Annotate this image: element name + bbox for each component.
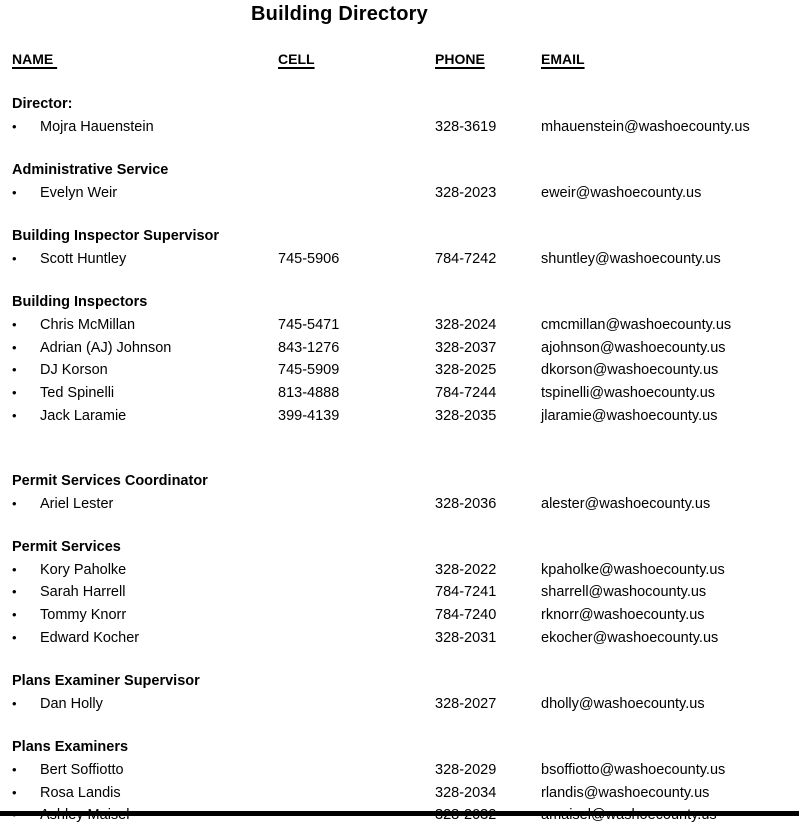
page-title: Building Directory [251,3,428,25]
person-row [12,314,799,337]
section-plans-examiner-supervisor [12,671,799,715]
person-row [12,693,799,716]
person-phone: 328-2027 [435,695,497,712]
person-email: kpaholke@washoecounty.us [541,561,725,578]
bullet-icon: • [12,385,17,401]
bullet-icon: • [12,629,17,645]
person-row [12,627,799,650]
person-email: dholly@washoecounty.us [541,695,705,712]
person-phone: 328-2034 [435,784,497,801]
column-header-email: EMAIL [541,51,585,67]
person-cell-number: 745-5471 [278,316,340,333]
bullet-icon: • [12,362,17,378]
section-heading: Building Inspector Supervisor [12,228,220,245]
person-phone: 784-7244 [435,385,497,402]
person-row [12,759,799,782]
person-email: alester@washoecounty.us [541,495,711,512]
bullet-icon: • [12,695,17,711]
section-heading: Administrative Service [12,162,169,179]
bullet-icon: • [12,561,17,577]
person-row [12,182,799,205]
person-phone: 784-7240 [435,607,497,624]
person-name: Adrian (AJ) Johnson [40,339,172,356]
person-name: Mojra Hauenstein [40,118,154,135]
person-cell-number: 813-4888 [278,385,340,402]
person-phone: 328-2035 [435,407,497,424]
person-email: bsoffiotto@washoecounty.us [541,761,726,778]
person-cell-number: 399-4139 [278,407,340,424]
person-row [12,782,799,805]
bullet-icon: • [12,184,17,200]
section-permit-services [12,537,799,650]
directory-sections [12,94,799,827]
bullet-icon: • [12,250,17,266]
section-heading: Plans Examiner Supervisor [12,673,200,690]
person-name: Kory Paholke [40,561,127,578]
column-header-cell: CELL [278,51,315,67]
person-name: Sarah Harrell [40,584,126,601]
person-name: DJ Korson [40,362,108,379]
section-heading: Permit Services [12,538,121,555]
person-email: jlaramie@washoecounty.us [541,407,718,424]
section-administrative-service [12,160,799,204]
person-cell-number: 745-5909 [278,362,340,379]
person-phone: 328-2037 [435,339,497,356]
person-row [12,581,799,604]
person-row [12,382,799,405]
person-phone: 784-7241 [435,584,497,601]
person-cell-number: 745-5906 [278,250,340,267]
person-row [12,248,799,271]
person-phone: 328-2029 [435,761,497,778]
bullet-icon: • [12,316,17,332]
person-name: Bert Soffiotto [40,761,124,778]
person-email: cmcmillan@washoecounty.us [541,316,732,333]
person-name: Evelyn Weir [40,184,118,201]
column-headers [12,50,799,69]
person-phone: 784-7242 [435,250,497,267]
person-email: tspinelli@washoecounty.us [541,385,716,402]
column-header-phone: PHONE [435,51,485,67]
person-name: Rosa Landis [40,784,121,801]
person-name: Ariel Lester [40,495,114,512]
person-email: eweir@washoecounty.us [541,184,702,201]
bullet-icon: • [12,118,17,134]
person-email: dkorson@washoecounty.us [541,362,719,379]
person-name [40,805,129,827]
person-phone: 328-2036 [435,495,497,512]
person-row [12,359,799,382]
person-row [12,604,799,627]
page-bottom-border [0,811,799,816]
bullet-icon: • [12,784,17,800]
person-phone [435,805,541,827]
person-cell-number: 843-1276 [278,339,340,356]
section-heading: Plans Examiners [12,739,129,756]
section-heading: Permit Services Coordinator [12,472,208,489]
person-name: Dan Holly [40,695,103,712]
section-heading: Building Inspectors [12,294,148,311]
person-phone: 328-2023 [435,184,497,201]
person-email: ekocher@washoecounty.us [541,629,719,646]
person-name: Edward Kocher [40,629,140,646]
person-row [12,405,799,428]
person-row [12,493,799,516]
bullet-icon: • [12,584,17,600]
person-email: ajohnson@washoecounty.us [541,339,726,356]
person-email [541,805,799,827]
section-heading: Director: [12,96,73,112]
bullet-icon: • [12,339,17,355]
person-email: mhauenstein@washoecounty.us [541,118,750,135]
person-row [12,116,799,139]
person-phone: 328-2031 [435,629,497,646]
person-email: rlandis@washoecounty.us [541,784,710,801]
person-row [12,559,799,582]
person-phone: 328-2025 [435,362,497,379]
column-header-name: NAME [12,51,58,67]
section-building-inspector-supervisor [12,226,799,270]
person-phone: 328-3619 [435,118,497,135]
bullet-icon: • [12,607,17,623]
bullet-icon: • [12,495,17,511]
person-name: Ted Spinelli [40,385,115,402]
person-email: sharrell@washocounty.us [541,584,707,601]
bullet-icon: • [12,761,17,777]
person-name: Jack Laramie [40,407,127,424]
person-phone: 328-2022 [435,561,497,578]
person-name: Chris McMillan [40,316,136,333]
section-building-inspectors [12,292,799,427]
person-name: Scott Huntley [40,250,127,267]
bullet-icon: • [12,407,17,423]
person-email: rknorr@washoecounty.us [541,607,705,624]
person-email: shuntley@washoecounty.us [541,250,721,267]
person-row [12,337,799,360]
section-permit-services-coordinator [12,471,799,515]
person-name: Tommy Knorr [40,607,127,624]
person-phone: 328-2024 [435,316,497,333]
section-director [12,94,799,138]
